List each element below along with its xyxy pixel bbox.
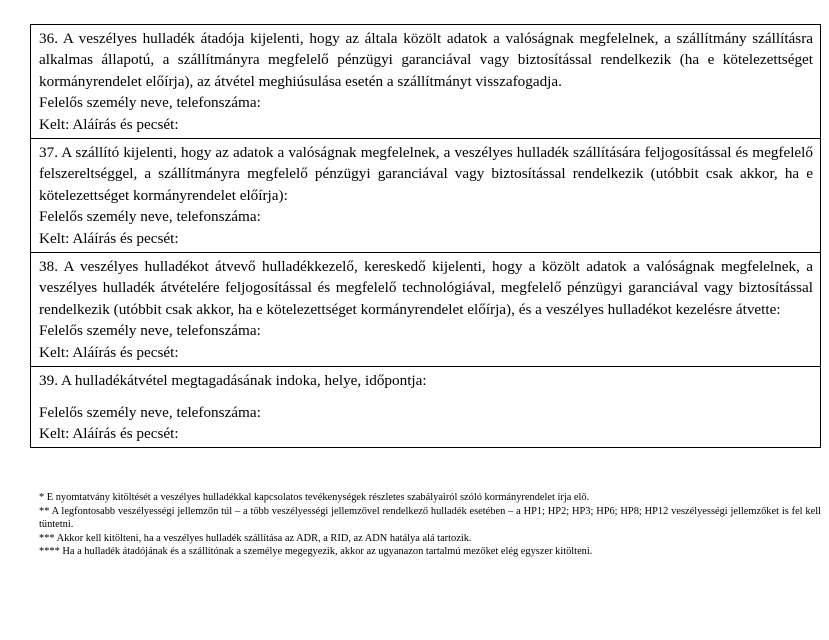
footnote-4: **** Ha a hulladék átadójának és a szállítónak a személye megegyezik, akkor az ugyanazon tartalmú mezőket elég egyszer kitölteni. — [39, 546, 593, 557]
section-36-row — [31, 25, 821, 139]
section-38-cell — [31, 253, 821, 367]
footnote-2: ** A legfontosabb veszélyességi jellemzőn túl – a több veszélyességi jellemzővel rendelkező hulladék esetében – a HP1; HP2; HP3; HP6; HP8; HP12 veszélyességi jellemzőket is fel kell tüntetni. — [39, 505, 821, 530]
section-38-date-signature-label: Kelt: Aláírás és pecsét: — [39, 343, 179, 361]
section-39-row — [31, 367, 821, 448]
section-37-row — [31, 139, 821, 253]
footnote-3: *** Akkor kell kitölteni, ha a veszélyes hulladék szállítása az ADR, a RID, az ADN hatálya alá tartozik. — [39, 532, 472, 544]
section-38-responsible-label: Felelős személy neve, telefonszáma: — [39, 322, 261, 340]
section-37-responsible-label: Felelős személy neve, telefonszáma: — [39, 208, 261, 226]
section-37-statement: 37. A szállító kijelenti, hogy az adatok a valóságnak megfelelnek, a veszélyes hulladék szállítására feljogosítással és megfelelő felszereltséggel, a szállítmányra megfelelő pénzügyi garanciával vagy biztosítással rendelkezik (utóbbit csak akkor, ha e kötelezettséget kormányrendelet előírja): — [39, 144, 813, 204]
section-36-date-signature-label: Kelt: Aláírás és pecsét: — [39, 115, 179, 133]
section-36-cell — [31, 25, 821, 139]
section-39-blank-space — [39, 392, 813, 402]
section-39-date-signature-label: Kelt: Aláírás és pecsét: — [39, 424, 179, 442]
section-39-statement: 39. A hulladékátvétel megtagadásának indoka, helye, időpontja: — [39, 372, 427, 390]
section-37-date-signature-label: Kelt: Aláírás és pecsét: — [39, 229, 179, 247]
section-39-responsible-label: Felelős személy neve, telefonszáma: — [39, 403, 261, 421]
section-36-responsible-label: Felelős személy neve, telefonszáma: — [39, 94, 261, 112]
section-36-statement: 36. A veszélyes hulladék átadója kijelenti, hogy az általa közölt adatok a valóságnak megfelelnek, a szállítmány szállításra alkalmas állapotú, a szállítmányra megfelelő pénzügyi garanciával vagy biztosítással rendelkezik (ha e kötelezettséget kormányrendelet előírja), az átvétel meghiúsulása esetén a szállítmányt visszafogadja. — [39, 30, 813, 90]
section-38-row — [31, 253, 821, 367]
footnotes — [39, 491, 821, 559]
section-37-cell — [31, 139, 821, 253]
declaration-table — [30, 24, 821, 448]
section-38-statement: 38. A veszélyes hulladékot átvevő hulladékkezelő, kereskedő kijelenti, hogy a közölt adatok a valóságnak megfelelnek, a veszélyes hulladék átvételére feljogosítással és megfelelő technológiával, megfelelő pénzügyi garanciával vagy biztosítással rendelkezik (utóbbit csak akkor, ha e kötelezettséget kormányrendelet előírja), és a veszélyes hulladékot kezelésre átvette: — [39, 258, 813, 318]
section-39-cell — [31, 367, 821, 448]
footnote-1: * E nyomtatvány kitöltését a veszélyes hulladékkal kapcsolatos tevékenységek részletes szabályairól szóló kormányrendelet írja elő. — [39, 492, 590, 503]
